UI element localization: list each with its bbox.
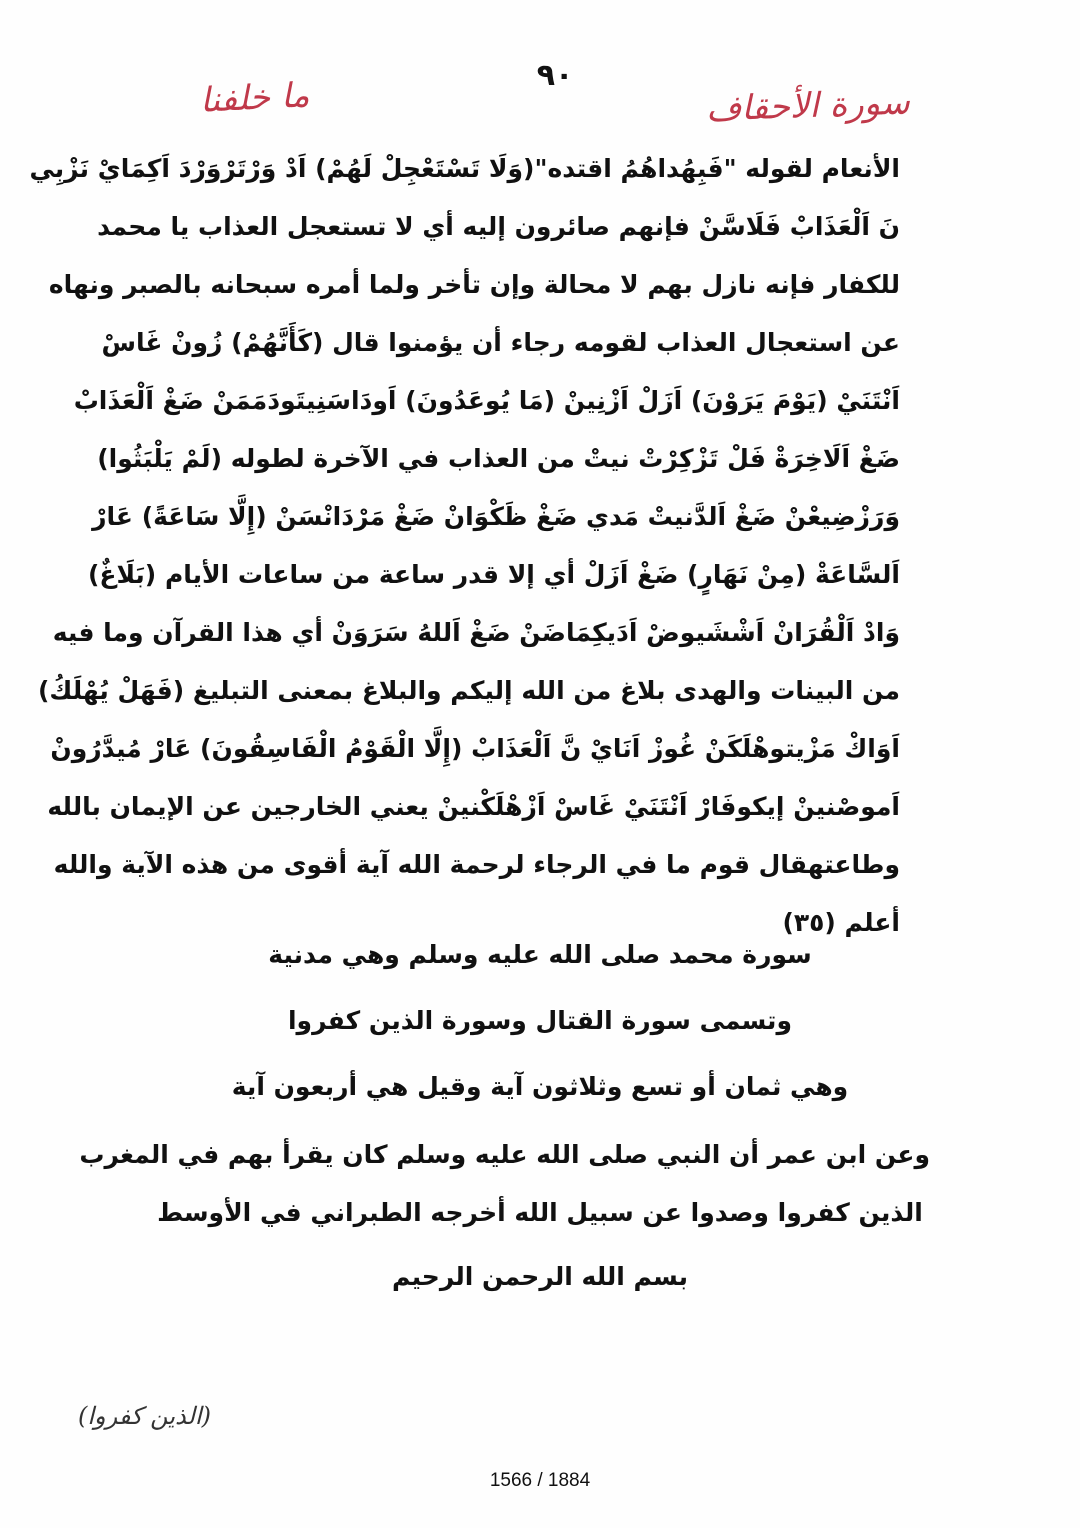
handwritten-note-bottom: (الذين كفروا) [78, 1402, 211, 1430]
commentary-body [29, 140, 900, 952]
body-line: وطاعتهقال قوم ما في الرجاء لرحمة الله آية أقوى من هذه الآية والله [53, 850, 900, 879]
body-line: وَرَزْضِيعْنْ ضَغْ اَلدَّنيتْ مَدي ضَغْ ظَكْوَانْ ضَغْ مَرْدَانْسَنْ (إِلَّا سَاعَةً) عَارْ [92, 502, 900, 531]
body-line: للكفار فإنه نازل بهم لا محالة وإن تأخر ولما أمره سبحانه بالصبر ونهاه [48, 270, 900, 299]
hadith-line: الذين كفروا وصدوا عن سبيل الله أخرجه الطبراني في الأوسط [157, 1198, 923, 1227]
body-line: اَوَاكْ مَزْيتوهْلَكَنْ غُوزْ اَنَايْ نَّ اَلْعَذَابْ (إِلَّا الْقَوْمُ الْفَاسِقُونَ) عَارْ مُيدَّرُونْ [50, 734, 900, 763]
body-line: الأنعام لقوله "فَبِهُداهُمُ اقتده"(وَلَا تَسْتَعْجِلْ لَهُمْ) اَدْ وَرْتَرْوَرْدَ اَكِمَايْ نَزْبِي [29, 154, 900, 183]
body-line-last: أعلم (٣٥) [782, 908, 900, 937]
body-line: من البينات والهدى بلاغ من الله إليكم والبلاغ بمعنى التبليغ (فَهَلْ يُهْلَكُ) [38, 676, 900, 705]
body-line: ضَغْ اَلَاخِرَةْ فَلْ تَزْكِرْتْ نيتْ من العذاب في الآخرة لطوله (لَمْ يَلْبَثُوا) [97, 444, 900, 473]
basmala: بسم الله الرحمن الرحيم [392, 1262, 688, 1291]
body-line: وَادْ اَلْقُرَانْ اَشْشَيوضْ اَدَيكِمَاضَنْ ضَغْ اَللهُ سَرَوَنْ أي هذا القرآن وما فيه [52, 618, 900, 647]
surah-alt-names: وتسمى سورة القتال وسورة الذين كفروا [287, 1006, 792, 1035]
surah-title: سورة محمد صلى الله عليه وسلم وهي مدنية [268, 940, 812, 969]
pagination-indicator: 1566 / 1884 [489, 1470, 591, 1491]
body-line: اَموصْنينْ إيكوفَارْ اَنْتَنَيْ غَاسْ اَزْهْلَكْنينْ يعني الخارجين عن الإيمان بالله [47, 792, 900, 821]
body-line: اَلسَّاعَةْ (مِنْ نَهَارٍ) ضَغْ اَزَلْ أي إلا قدر ساعة من ساعات الأيام (بَلَاغٌ) [87, 560, 900, 589]
handwritten-note-left: ما خلفنا [199, 75, 311, 121]
page-number: ٩٠ [536, 58, 574, 93]
handwritten-note-right: سورة الأحقاف [705, 82, 911, 130]
body-line: عن استعجال العذاب لقومه رجاء أن يؤمنوا قال (كَأَنَّهُمْ) زُونْ غَاسْ [101, 328, 900, 357]
hadith-line: وعن ابن عمر أن النبي صلى الله عليه وسلم كان يقرأ بهم في المغرب [79, 1140, 930, 1169]
surah-verse-count: وهي ثمان أو تسع وثلاثون آية وقيل هي أربعون آية [231, 1072, 849, 1101]
body-line: نَ اَلْعَذَابْ فَلَاسَّنْ فإنهم صائرون إليه أي لا تستعجل العذاب يا محمد [97, 212, 900, 241]
body-line: اَنْتَنَيْ (يَوْمَ يَرَوْنَ) اَزَلْ اَزْنِينْ (مَا يُوعَدُونَ) اَودَاسَنِيتَودَمَمَنْ ضَغْ اَلْعَذَابْ [73, 386, 900, 415]
